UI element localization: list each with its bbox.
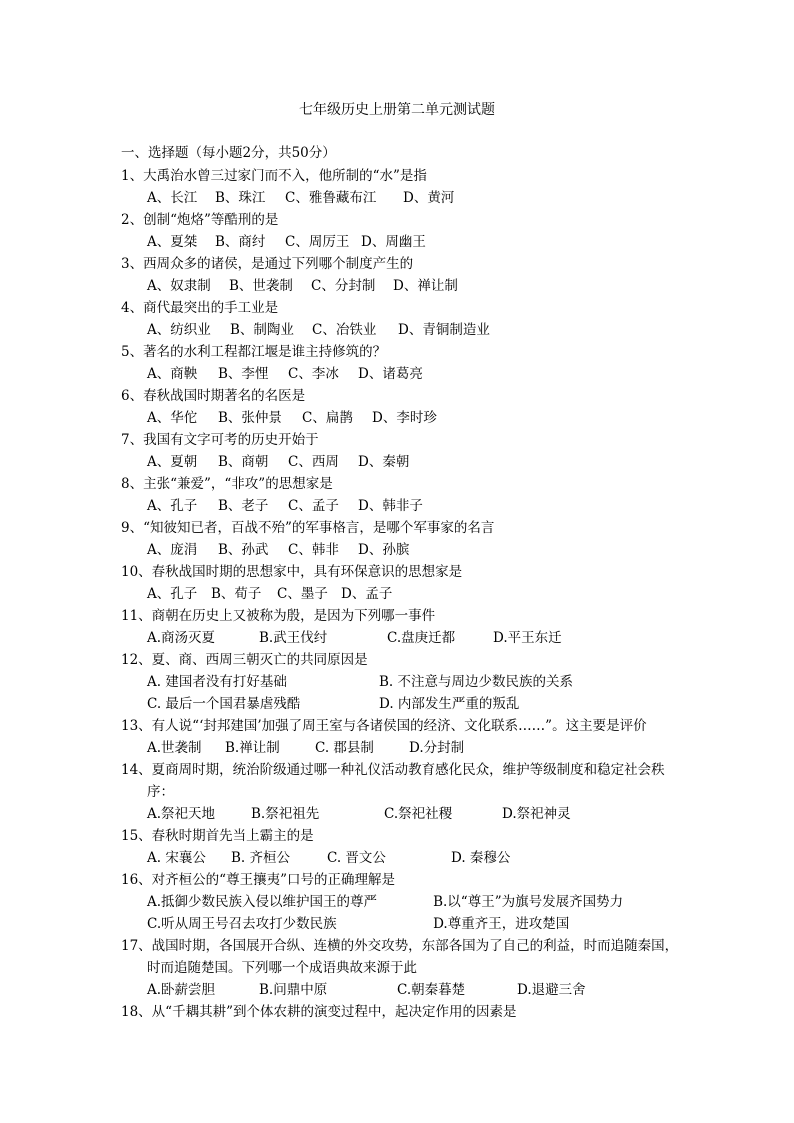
answer-option: A、商鞅 bbox=[147, 366, 198, 382]
question-item bbox=[121, 385, 681, 429]
question-text: 3、西周众多的诸侯，是通过下列哪个制度产生的 bbox=[121, 256, 414, 272]
answer-option: A、夏朝 bbox=[147, 454, 198, 470]
question-item bbox=[121, 935, 681, 1001]
answer-option: A. 宋襄公 bbox=[147, 850, 206, 866]
option-row bbox=[121, 979, 681, 1001]
answer-option: D、秦朝 bbox=[358, 454, 410, 470]
answer-option: A.卧薪尝胆 bbox=[147, 982, 216, 998]
answer-option: B.武王伐纣 bbox=[259, 630, 328, 646]
answer-option: B、孙武 bbox=[218, 542, 269, 558]
answer-option: D、周幽王 bbox=[361, 234, 426, 250]
answer-option: C、李冰 bbox=[288, 366, 339, 382]
question-text: 16、对齐桓公的“尊王攘夷”口号的正确理解是 bbox=[121, 872, 395, 888]
answer-option: D.祭祀神灵 bbox=[502, 806, 571, 822]
option-row bbox=[121, 803, 681, 825]
question-text: 1、大禹治水曾三过家门而不入，他所制的“水”是指 bbox=[121, 168, 427, 184]
option-row bbox=[121, 319, 681, 341]
question-text: 17、战国时期，各国展开合纵、连横的外交攻势，东部各国为了自己的利益，时而追随秦国，时而追随楚国。下列哪一个成语典故来源于此 bbox=[121, 938, 679, 976]
option-row bbox=[121, 583, 681, 605]
option-row bbox=[121, 693, 681, 715]
question-item bbox=[121, 649, 681, 715]
question-text: 12、夏、商、西周三朝灭亡的共同原因是 bbox=[121, 652, 368, 668]
question-item bbox=[121, 869, 681, 935]
question-text: 2、创制“炮烙”等酷刑的是 bbox=[121, 212, 279, 228]
option-row bbox=[121, 363, 681, 385]
answer-option: A、奴隶制 bbox=[147, 278, 211, 294]
option-row bbox=[121, 231, 681, 253]
question-text: 4、商代最突出的手工业是 bbox=[121, 300, 279, 316]
answer-option: A、华佗 bbox=[147, 410, 198, 426]
answer-option: D.退避三舍 bbox=[517, 982, 586, 998]
option-row bbox=[121, 451, 681, 473]
question-list bbox=[121, 165, 681, 1023]
answer-option: B、荀子 bbox=[211, 586, 262, 602]
answer-option: C. 晋文公 bbox=[327, 850, 386, 866]
answer-option: B. 不注意与周边少数民族的关系 bbox=[379, 674, 574, 690]
answer-option: A、庞涓 bbox=[147, 542, 198, 558]
question-item bbox=[121, 605, 681, 649]
answer-option: D. 秦穆公 bbox=[451, 850, 511, 866]
answer-option: D、禅让制 bbox=[393, 278, 458, 294]
question-text: 5、著名的水利工程都江堰是谁主持修筑的？ bbox=[121, 344, 387, 360]
option-row bbox=[121, 187, 681, 209]
option-row bbox=[121, 495, 681, 517]
question-item bbox=[121, 165, 681, 209]
answer-option: B. 齐桓公 bbox=[231, 850, 291, 866]
option-row bbox=[121, 737, 681, 759]
option-row bbox=[121, 847, 681, 869]
answer-option: C、雅鲁藏布江 bbox=[285, 190, 377, 206]
answer-option: C. 最后一个国君暴虐残酷 bbox=[147, 696, 301, 712]
question-text: 8、主张“兼爱”，“非攻”的思想家是 bbox=[121, 476, 333, 492]
option-row bbox=[121, 671, 681, 693]
answer-option: D、黄河 bbox=[403, 190, 455, 206]
question-item bbox=[121, 1001, 681, 1023]
answer-option: B、珠江 bbox=[215, 190, 266, 206]
option-row bbox=[121, 627, 681, 649]
answer-option: A、孔子 bbox=[147, 498, 198, 514]
answer-option: A、夏桀 bbox=[147, 234, 198, 250]
question-item bbox=[121, 517, 681, 561]
page-title: 七年级历史上册第二单元测试题 bbox=[299, 102, 495, 118]
question-item bbox=[121, 341, 681, 385]
question-text: 10、春秋战国时期的思想家中，具有环保意识的思想家是 bbox=[121, 564, 463, 580]
answer-option: B、商朝 bbox=[218, 454, 269, 470]
answer-option: A. 建国者没有打好基础 bbox=[147, 674, 287, 690]
answer-option: A.世袭制 bbox=[147, 740, 202, 756]
answer-option: D、孟子 bbox=[341, 586, 393, 602]
question-item bbox=[121, 253, 681, 297]
question-item bbox=[121, 715, 681, 759]
answer-option: C、西周 bbox=[288, 454, 339, 470]
answer-option: B、张仲景 bbox=[218, 410, 282, 426]
answer-option: D、李时珍 bbox=[372, 410, 437, 426]
answer-option: D、诸葛亮 bbox=[358, 366, 423, 382]
answer-option: C.盘庚迁都 bbox=[387, 630, 456, 646]
answer-option: A.商汤灭夏 bbox=[147, 630, 216, 646]
answer-option: B、李悝 bbox=[218, 366, 269, 382]
answer-option: B.问鼎中原 bbox=[259, 982, 328, 998]
answer-option: C、冶铁业 bbox=[312, 322, 377, 338]
answer-option: D.尊重齐王，进攻楚国 bbox=[433, 916, 570, 932]
question-item bbox=[121, 473, 681, 517]
answer-option: B.祭祀祖先 bbox=[251, 806, 320, 822]
answer-option: C.朝秦暮楚 bbox=[397, 982, 466, 998]
answer-option: B.禅让制 bbox=[225, 740, 280, 756]
answer-option: D. 内部发生严重的叛乱 bbox=[379, 696, 520, 712]
question-text: 15、春秋时期首先当上霸主的是 bbox=[121, 828, 314, 844]
answer-option: C、扁鹊 bbox=[302, 410, 353, 426]
answer-option: A、纺织业 bbox=[147, 322, 211, 338]
answer-option: A.抵御少数民族入侵以维护国王的尊严 bbox=[147, 894, 378, 910]
question-text: 11、商朝在历史上又被称为殷，是因为下列哪一事件 bbox=[121, 608, 436, 624]
answer-option: C、韩非 bbox=[288, 542, 339, 558]
answer-option: C、孟子 bbox=[288, 498, 339, 514]
question-text: 6、春秋战国时期著名的名医是 bbox=[121, 388, 306, 404]
option-row bbox=[121, 539, 681, 561]
section-heading: 一、选择题（每小题2分，共50分） bbox=[121, 145, 336, 161]
answer-option: B、制陶业 bbox=[230, 322, 294, 338]
question-text: 7、我国有文字可考的历史开始于 bbox=[121, 432, 319, 448]
answer-option: C.听从周王号召去攻打少数民族 bbox=[147, 916, 337, 932]
question-item bbox=[121, 429, 681, 473]
answer-option: C.祭祀社稷 bbox=[384, 806, 453, 822]
answer-option: A、孔子 bbox=[147, 586, 198, 602]
question-item bbox=[121, 297, 681, 341]
option-row bbox=[121, 891, 681, 913]
answer-option: D.平王东迁 bbox=[493, 630, 562, 646]
question-text: 9、“知彼知已者，百战不殆”的军事格言，是哪个军事家的名言 bbox=[121, 520, 495, 536]
answer-option: C. 郡县制 bbox=[315, 740, 374, 756]
question-text: 14、夏商周时期，统治阶级通过哪一种礼仪活动教育感化民众，维护等级制度和稳定社会秩序： bbox=[121, 762, 665, 800]
answer-option: B、商纣 bbox=[215, 234, 266, 250]
answer-option: B.以“尊王”为旗号发展齐国势力 bbox=[433, 894, 624, 910]
answer-option: B、世袭制 bbox=[229, 278, 293, 294]
question-item bbox=[121, 209, 681, 253]
answer-option: D、韩非子 bbox=[358, 498, 423, 514]
answer-option: D、孙膑 bbox=[358, 542, 410, 558]
answer-option: C、分封制 bbox=[311, 278, 376, 294]
answer-option: B、老子 bbox=[218, 498, 269, 514]
answer-option: D、青铜制造业 bbox=[398, 322, 490, 338]
question-item bbox=[121, 759, 681, 825]
option-row bbox=[121, 913, 681, 935]
answer-option: A.祭祀天地 bbox=[147, 806, 216, 822]
option-row bbox=[121, 275, 681, 297]
question-item bbox=[121, 561, 681, 605]
question-text: 18、从“千耦其耕”到个体农耕的演变过程中，起决定作用的因素是 bbox=[121, 1004, 517, 1020]
question-item bbox=[121, 825, 681, 869]
question-text: 13、有人说“‘封邦建国’加强了周王室与各诸侯国的经济、文化联系……”。这主要是评价 bbox=[121, 718, 647, 734]
answer-option: C、周厉王 bbox=[285, 234, 350, 250]
answer-option: A、长江 bbox=[147, 190, 198, 206]
answer-option: C、墨子 bbox=[277, 586, 328, 602]
option-row bbox=[121, 407, 681, 429]
answer-option: D.分封制 bbox=[409, 740, 465, 756]
